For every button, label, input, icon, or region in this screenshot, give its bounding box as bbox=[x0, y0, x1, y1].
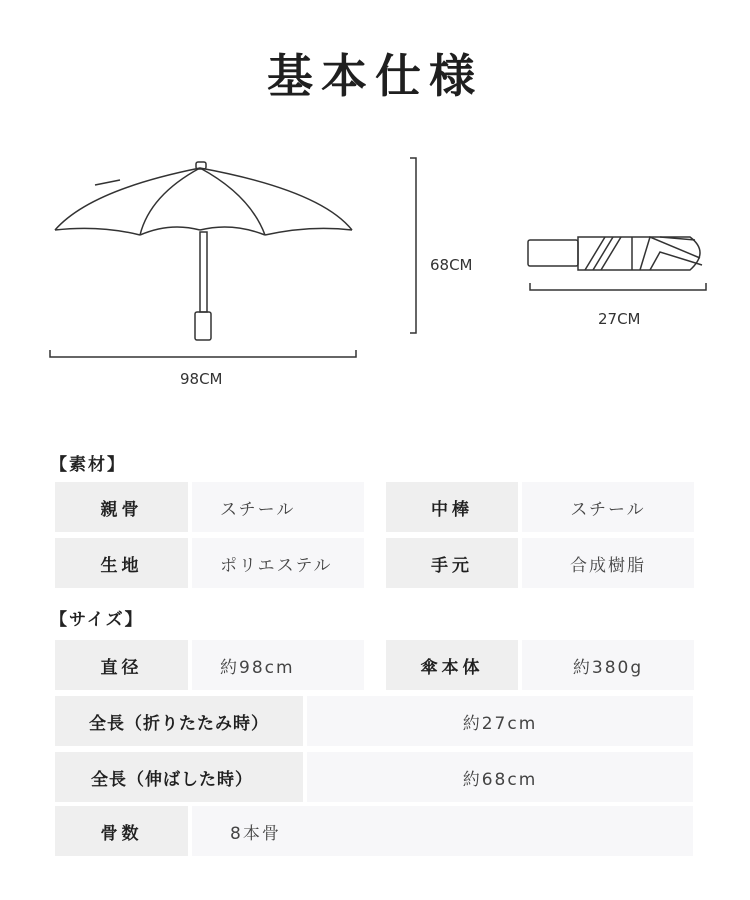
folded-dimension-line bbox=[530, 283, 706, 290]
open-width-label: 98CM bbox=[180, 370, 223, 388]
size-label-folded-length: 全長（折りたたみ時） bbox=[55, 696, 303, 746]
material-heading: 【素材】 bbox=[50, 455, 126, 475]
open-height-label: 68CM bbox=[430, 256, 473, 274]
size-value-weight: 約380g bbox=[522, 640, 694, 690]
folded-length-label: 27CM bbox=[598, 310, 641, 328]
material-value-fabric: ポリエステル bbox=[192, 538, 364, 588]
material-value-shaft: スチール bbox=[522, 482, 694, 532]
height-dimension-line bbox=[410, 158, 416, 333]
umbrella-shaft bbox=[200, 232, 207, 312]
size-label-diameter: 直径 bbox=[55, 640, 188, 690]
size-label-extended-length: 全長（伸ばした時） bbox=[55, 752, 303, 802]
material-value-ribs: スチール bbox=[192, 482, 364, 532]
width-dimension-line bbox=[50, 350, 356, 357]
folded-umbrella-handle bbox=[528, 240, 578, 266]
size-value-extended-length: 約68cm bbox=[307, 752, 693, 802]
page-title: 基本仕様 bbox=[267, 49, 483, 103]
size-label-weight: 傘本体 bbox=[386, 640, 518, 690]
material-label-shaft: 中棒 bbox=[386, 482, 518, 532]
material-label-fabric: 生地 bbox=[55, 538, 188, 588]
umbrella-diagram bbox=[0, 140, 750, 400]
size-value-folded-length: 約27cm bbox=[307, 696, 693, 746]
material-value-grip: 合成樹脂 bbox=[522, 538, 694, 588]
umbrella-handle bbox=[195, 312, 211, 340]
material-label-grip: 手元 bbox=[386, 538, 518, 588]
umbrella-illustration bbox=[0, 140, 750, 400]
size-value-diameter: 約98cm bbox=[192, 640, 364, 690]
material-label-ribs: 親骨 bbox=[55, 482, 188, 532]
open-umbrella-canopy bbox=[55, 168, 352, 230]
size-heading: 【サイズ】 bbox=[50, 610, 144, 630]
size-value-ribs: 8本骨 bbox=[192, 806, 693, 856]
size-label-ribs: 骨数 bbox=[55, 806, 188, 856]
